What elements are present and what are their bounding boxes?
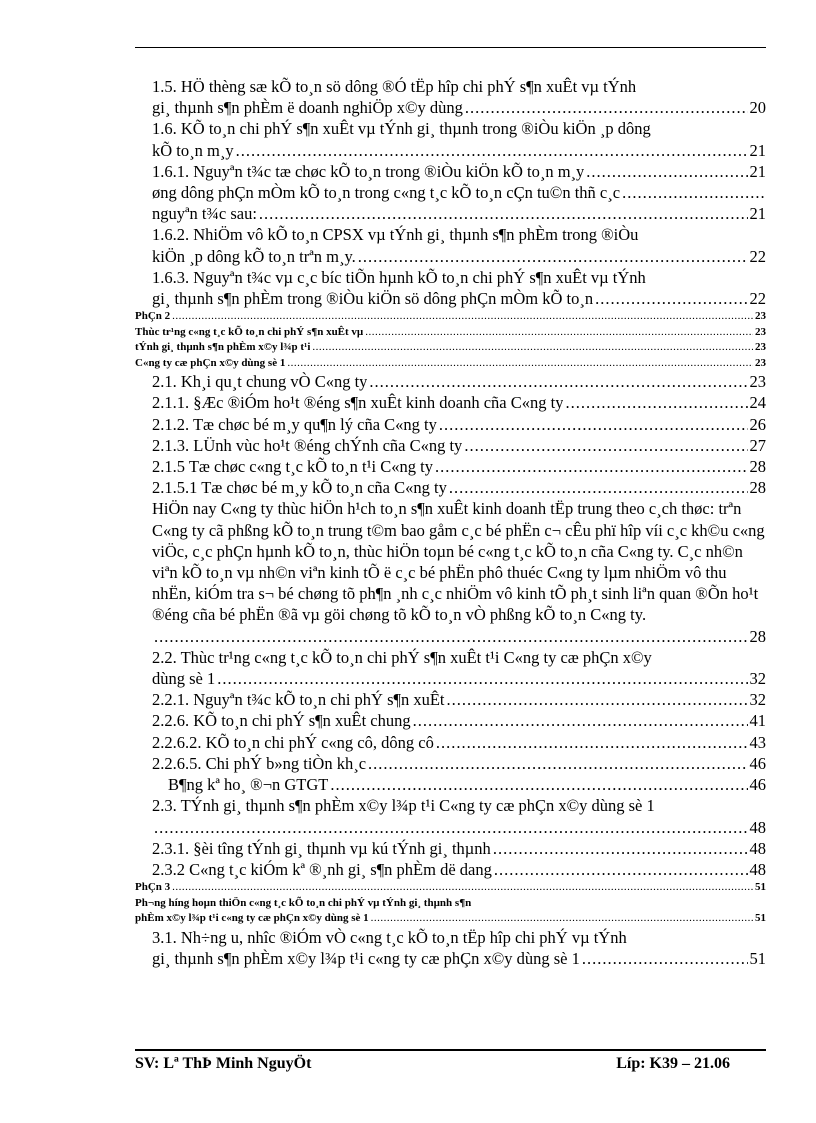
toc-entry[interactable] — [135, 859, 766, 880]
dot-leader — [217, 668, 747, 689]
toc-entry-title: 2.2.6.2. KÕ to¸n chi phÝ c«ng cô, dông cô — [152, 732, 434, 752]
header-rule — [135, 47, 766, 48]
dot-leader — [586, 161, 747, 182]
toc-entry[interactable] — [135, 435, 766, 456]
toc-entry-title: nguyªn t¾c sau: — [152, 204, 257, 224]
dot-leader — [365, 325, 753, 341]
footer-class-label: Líp: K39 – 21.06 — [616, 1055, 730, 1072]
toc-entry-title: 1.6.1. Nguyªn t¾c tæ chøc kÕ to¸n trong ®iÒu kiÖn kÕ to¸n m¸y — [152, 161, 585, 181]
toc-entry-title: 2.1.1. §Æc ®iÓm ho¹t ®éng s¶n xuÊt kinh doanh cña C«ng ty — [152, 393, 564, 413]
dot-leader — [287, 356, 753, 372]
toc-page-number: 51 — [755, 912, 766, 925]
dot-leader — [494, 859, 748, 880]
toc-entry-title: gi¸ thµnh s¶n phÈm ë doanh nghiÖp x©y dùng — [152, 98, 463, 118]
dot-leader — [449, 477, 748, 498]
dot-leader — [369, 371, 747, 392]
dot-leader — [439, 414, 748, 435]
dot-leader — [259, 203, 748, 224]
toc-entry-text: Ph¬ng híng hoµn thiÖn c«ng t¸c kÕ to¸n chi phÝ vµ tÝnh gi¸ thµnh s¶n — [135, 896, 472, 909]
toc-page-number: 21 — [749, 161, 766, 181]
toc-entry[interactable] — [135, 267, 766, 309]
toc-page-number: 27 — [749, 435, 766, 455]
toc-entry[interactable] — [135, 203, 766, 224]
toc-page-number: 22 — [749, 246, 766, 266]
toc-page-number: 23 — [755, 310, 766, 323]
toc-page-number: 21 — [749, 204, 766, 224]
dot-leader — [172, 309, 753, 325]
toc-entry[interactable] — [135, 774, 766, 795]
toc-page-number: 41 — [749, 711, 766, 731]
toc-entry[interactable] — [135, 224, 766, 266]
toc-entry[interactable] — [135, 392, 766, 413]
table-of-contents — [135, 76, 766, 969]
toc-entry-title: øng dông phÇn mÒm kÕ to¸n trong c«ng t¸c kÕ to¸n cÇn tu©n thñ c¸c — [152, 183, 621, 203]
toc-page-number: 26 — [749, 414, 766, 434]
toc-entry[interactable] — [135, 710, 766, 731]
footer-student-name: SV: Lª ThÞ Minh NguyÖt — [135, 1055, 312, 1072]
toc-entry[interactable] — [135, 325, 766, 341]
toc-entry-title: 2.2.6. KÕ to¸n chi phÝ s¶n xuÊt chung — [152, 711, 411, 731]
toc-page-number: 28 — [749, 478, 766, 498]
dot-leader — [565, 392, 747, 413]
dot-leader — [465, 97, 748, 118]
toc-entry-title: PhÇn 3 — [135, 881, 171, 894]
toc-page-number: 48 — [749, 859, 766, 879]
dot-leader — [622, 182, 764, 203]
toc-entry-title: kÕ to¸n m¸y — [152, 140, 234, 160]
toc-entry-title: kiÖn ¸p dông kÕ to¸n trªn m¸y. — [152, 246, 356, 266]
toc-entry[interactable] — [135, 456, 766, 477]
toc-page-number: 32 — [749, 669, 766, 689]
toc-page-number: 28 — [749, 626, 766, 646]
toc-page-number: 23 — [755, 325, 766, 338]
toc-entry-title: Thùc tr¹ng c«ng t¸c kÕ to¸n chi phÝ s¶n xuÊt vµ — [135, 325, 364, 338]
toc-entry-title: 2.3.1. §èi tîng tÝnh gi¸ thµnh vµ kú tÝnh gi¸ thµnh — [152, 838, 491, 858]
dot-leader — [154, 626, 748, 647]
toc-entry[interactable] — [135, 498, 766, 646]
toc-entry-text: 1.6.2. NhiÖm vô kÕ to¸n CPSX vµ tÝnh gi¸ thµnh s¶n phÈm trong ®iÒu — [152, 225, 639, 245]
toc-page-number: 46 — [749, 775, 766, 795]
toc-entry-title: 2.2.6.5. Chi phÝ b»ng tiÒn kh¸c — [152, 753, 367, 773]
dot-leader — [464, 435, 747, 456]
dot-leader — [154, 817, 748, 838]
toc-entry-title: 2.1.3. LÜnh vùc ho¹t ®éng chÝnh cña C«ng ty — [152, 435, 463, 455]
toc-entry[interactable] — [135, 689, 766, 710]
toc-entry-title: dùng sè 1 — [152, 669, 216, 689]
toc-page-number: 46 — [749, 753, 766, 773]
dot-leader — [358, 246, 748, 267]
page-footer — [135, 1055, 766, 1077]
toc-entry-title: PhÇn 2 — [135, 310, 171, 323]
toc-entry-text: 2.2. Thùc tr¹ng c«ng t¸c kÕ to¸n chi phÝ s¶n xuÊt t¹i C«ng ty cæ phÇn x©y — [152, 647, 652, 667]
toc-page-number: 51 — [755, 881, 766, 894]
dot-leader — [172, 880, 753, 896]
dot-leader — [582, 948, 748, 969]
toc-page-number: 48 — [749, 838, 766, 858]
toc-entry-title: 2.1.2. Tæ chøc bé m¸y qu¶n lý cña C«ng ty — [152, 414, 437, 434]
toc-entry[interactable] — [135, 161, 766, 182]
toc-entry-text: 1.6.3. Nguyªn t¾c vµ c¸c bíc tiÕn hµnh kÕ to¸n chi phÝ s¶n xuÊt vµ tÝnh — [152, 267, 646, 287]
toc-entry[interactable] — [135, 880, 766, 896]
toc-entry-title: 2.3.2 C«ng t¸c kiÓm kª ®¸nh gi¸ s¶n phÈm dë dang — [152, 859, 492, 879]
toc-entry[interactable] — [135, 340, 766, 356]
toc-page-number: 20 — [749, 98, 766, 118]
toc-page-number: 22 — [749, 289, 766, 309]
toc-entry-title: gi¸ thµnh s¶n phÈm trong ®iÒu kiÖn sö dông phÇn mÒm kÕ to¸n — [152, 289, 594, 309]
toc-page-number: 21 — [749, 140, 766, 160]
toc-entry[interactable] — [135, 477, 766, 498]
dot-leader — [447, 689, 748, 710]
toc-entry-title: B¶ng kª ho¸ ®¬n GTGT — [168, 775, 329, 795]
toc-entry[interactable] — [135, 795, 766, 837]
toc-entry[interactable] — [135, 371, 766, 392]
dot-leader — [493, 838, 748, 859]
toc-entry[interactable] — [135, 76, 766, 118]
toc-entry-text: 1.5. HÖ thèng sæ kÕ to¸n sö dông ®Ó tËp hîp chi phÝ s¶n xuÊt vµ tÝnh — [152, 77, 637, 96]
dot-leader — [368, 753, 747, 774]
toc-entry[interactable] — [135, 414, 766, 435]
toc-entry[interactable] — [135, 356, 766, 372]
toc-entry[interactable] — [135, 647, 766, 689]
dot-leader — [436, 732, 748, 753]
toc-page-number: 23 — [755, 341, 766, 354]
toc-page-number: 23 — [749, 372, 766, 392]
toc-entry[interactable] — [135, 753, 766, 774]
toc-page-number: 28 — [749, 457, 766, 477]
toc-entry-text: 2.3. TÝnh gi¸ thµnh s¶n phÈm x©y l¾p t¹i C«ng ty cæ phÇn x©y dùng sè 1 — [152, 796, 655, 816]
toc-entry-title: phÈm x©y l¾p t¹i c«ng ty cæ phÇn x©y dùng sè 1 — [135, 912, 369, 925]
toc-entry[interactable] — [135, 182, 766, 203]
toc-page-number: 23 — [755, 356, 766, 369]
toc-entry-title: C«ng ty cæ phÇn x©y dùng sè 1 — [135, 356, 286, 369]
dot-leader — [371, 911, 753, 927]
toc-page-number: 43 — [749, 732, 766, 752]
toc-entry[interactable] — [135, 896, 766, 927]
toc-page-number: 24 — [749, 393, 766, 413]
toc-entry[interactable] — [135, 927, 766, 969]
toc-entry-paragraph: HiÖn nay C«ng ty thùc hiÖn h¹ch to¸n s¶n xuÊt kinh doanh tËp trung theo c¸ch thøc: trªn C«ng ty cã phßng kÕ to¸n trung t©m bao gåm c¸c bé phËn c¬ cÊu phï hîp víi c¸c kh©u c«ng viÖc, c¸c phÇn hµnh kÕ to¸n, thùc hiÖn toµn bé c«ng t¸c kÕ to¸n cña C«ng ty. C¸c nh©n viªn kÕ to¸n vµ nh©n viªn kinh tÕ ë c¸c bé phËn phô thuéc C«ng ty lµm nhiÖm vô thu nhËn, kiÓm tra s¬ bé chøng tõ ph¶n ¸nh c¸c nhiÖm vô kinh tÕ ph¸t sinh liªn quan ®Õn ho¹t ®éng cña bé phËn ®ã vµ göi chøng tõ kÕ to¸n vÒ phßng kÕ to¸n C«ng ty. — [152, 499, 765, 625]
dot-leader — [413, 710, 748, 731]
toc-entry-text: 1.6. KÕ to¸n chi phÝ s¶n xuÊt vµ tÝnh gi¸ thµnh trong ®iÒu kiÖn ¸p dông — [152, 119, 651, 139]
toc-entry[interactable] — [135, 838, 766, 859]
toc-entry-title: 2.1. Kh¸i qu¸t chung vÒ C«ng ty — [152, 372, 368, 392]
dot-leader — [312, 340, 753, 356]
toc-entry[interactable] — [135, 732, 766, 753]
toc-entry[interactable] — [135, 309, 766, 325]
toc-entry-title: 2.2.1. Nguyªn t¾c kÕ to¸n chi phÝ s¶n xuÊt — [152, 690, 445, 710]
toc-entry[interactable] — [135, 118, 766, 160]
toc-page-number: 48 — [749, 817, 766, 837]
footer-rule — [135, 1049, 766, 1051]
toc-entry-title: 2.1.5.1 Tæ chøc bé m¸y kÕ to¸n cña C«ng ty — [152, 478, 447, 498]
toc-entry-title: tÝnh gi¸ thµnh s¶n phÈm x©y l¾p t¹i — [135, 341, 311, 354]
toc-entry-text: 3.1. Nh÷ng u, nhîc ®iÓm vÒ c«ng t¸c kÕ to¸n tËp hîp chi phÝ vµ tÝnh — [152, 927, 627, 947]
toc-page-number: 32 — [749, 690, 766, 710]
dot-leader — [435, 456, 748, 477]
dot-leader — [595, 288, 747, 309]
toc-page-number: 51 — [749, 948, 766, 968]
dot-leader — [330, 774, 747, 795]
toc-entry-title: gi¸ thµnh s¶n phÈm x©y l¾p t¹i c«ng ty cæ phÇn x©y dùng sè 1 — [152, 948, 580, 968]
dot-leader — [236, 140, 748, 161]
toc-entry-title: 2.1.5 Tæ chøc c«ng t¸c kÕ to¸n t¹i C«ng ty — [152, 457, 433, 477]
